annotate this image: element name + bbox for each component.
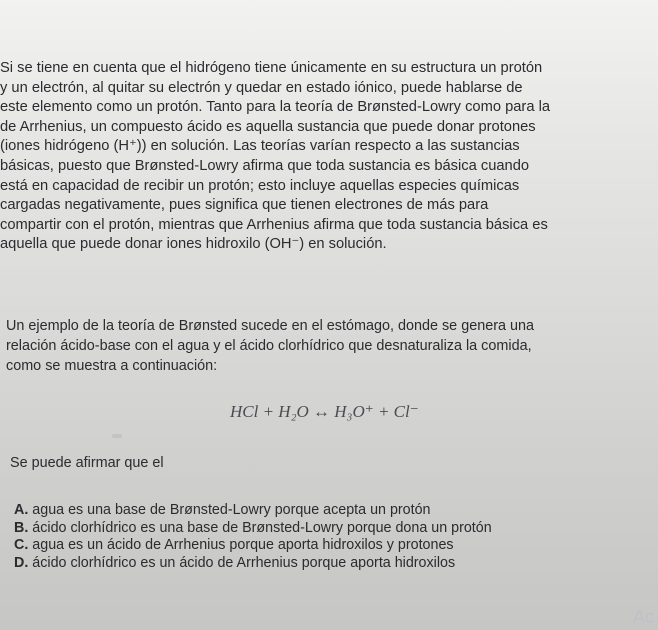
option-letter: D. bbox=[14, 554, 29, 571]
option-a[interactable] bbox=[14, 502, 492, 520]
watermark-text: Ac bbox=[632, 607, 654, 627]
option-text: ácido clorhídrico es una base de Brønsted-Lowry porque dona un protón bbox=[32, 519, 492, 536]
smudge-mark bbox=[112, 434, 122, 438]
intro-paragraph bbox=[0, 59, 656, 255]
option-text: agua es un ácido de Arrhenius porque aporta hidroxilos y protones bbox=[32, 537, 454, 553]
paragraph-line: cargadas negativamente, pues significa que tienen electrones de más para bbox=[0, 197, 489, 214]
paragraph-line: Un ejemplo de la teoría de Brønsted sucede en el estómago, donde se genera una bbox=[6, 318, 535, 334]
option-letter: B. bbox=[14, 519, 29, 536]
paragraph-line: como se muestra a continuación: bbox=[6, 357, 218, 374]
paragraph-line: de Arrhenius, un compuesto ácido es aquella sustancia que puede donar protones bbox=[0, 118, 536, 135]
question-prompt: Se puede afirmar que el bbox=[10, 455, 164, 471]
paragraph-line: (iones hidrógeno (H⁺)) en solución. Las teorías varían respecto a las sustancias bbox=[0, 138, 520, 155]
chemical-equation: HCl + H₂O ↔ H₃O⁺ + Cl⁻ bbox=[230, 402, 419, 421]
paragraph-line: este elemento como un protón. Tanto para la teoría de Brønsted-Lowry como para la bbox=[0, 99, 550, 116]
paragraph-line: Si se tiene en cuenta que el hidrógeno tiene únicamente en su estructura un protón bbox=[0, 60, 543, 76]
paragraph-line: y un electrón, al quitar su electrón y quedar en estado iónico, puede hablarse de bbox=[0, 79, 523, 96]
option-d[interactable] bbox=[14, 555, 492, 573]
option-letter: C. bbox=[14, 537, 29, 553]
answer-options bbox=[14, 502, 492, 572]
option-text: ácido clorhídrico es un ácido de Arrhenius porque aporta hidroxilos bbox=[32, 554, 456, 571]
example-paragraph bbox=[6, 317, 656, 376]
option-b[interactable] bbox=[14, 520, 492, 538]
paragraph-line: compartir con el protón, mientras que Arrhenius afirma que toda sustancia básica es bbox=[0, 216, 548, 233]
option-c[interactable] bbox=[14, 537, 492, 555]
paragraph-line: está en capacidad de recibir un protón; esto incluye aquellas especies químicas bbox=[0, 177, 520, 194]
option-letter: A. bbox=[14, 502, 29, 518]
option-text: agua es una base de Brønsted-Lowry porque acepta un protón bbox=[32, 502, 431, 518]
paragraph-line: básicas, puesto que Brønsted-Lowry afirma que toda sustancia es básica cuando bbox=[0, 157, 530, 174]
paragraph-line: relación ácido-base con el agua y el ácido clorhídrico que desnaturaliza la comida, bbox=[6, 337, 532, 354]
paragraph-line: aquella que puede donar iones hidroxilo (OH⁻) en solución. bbox=[0, 236, 387, 253]
